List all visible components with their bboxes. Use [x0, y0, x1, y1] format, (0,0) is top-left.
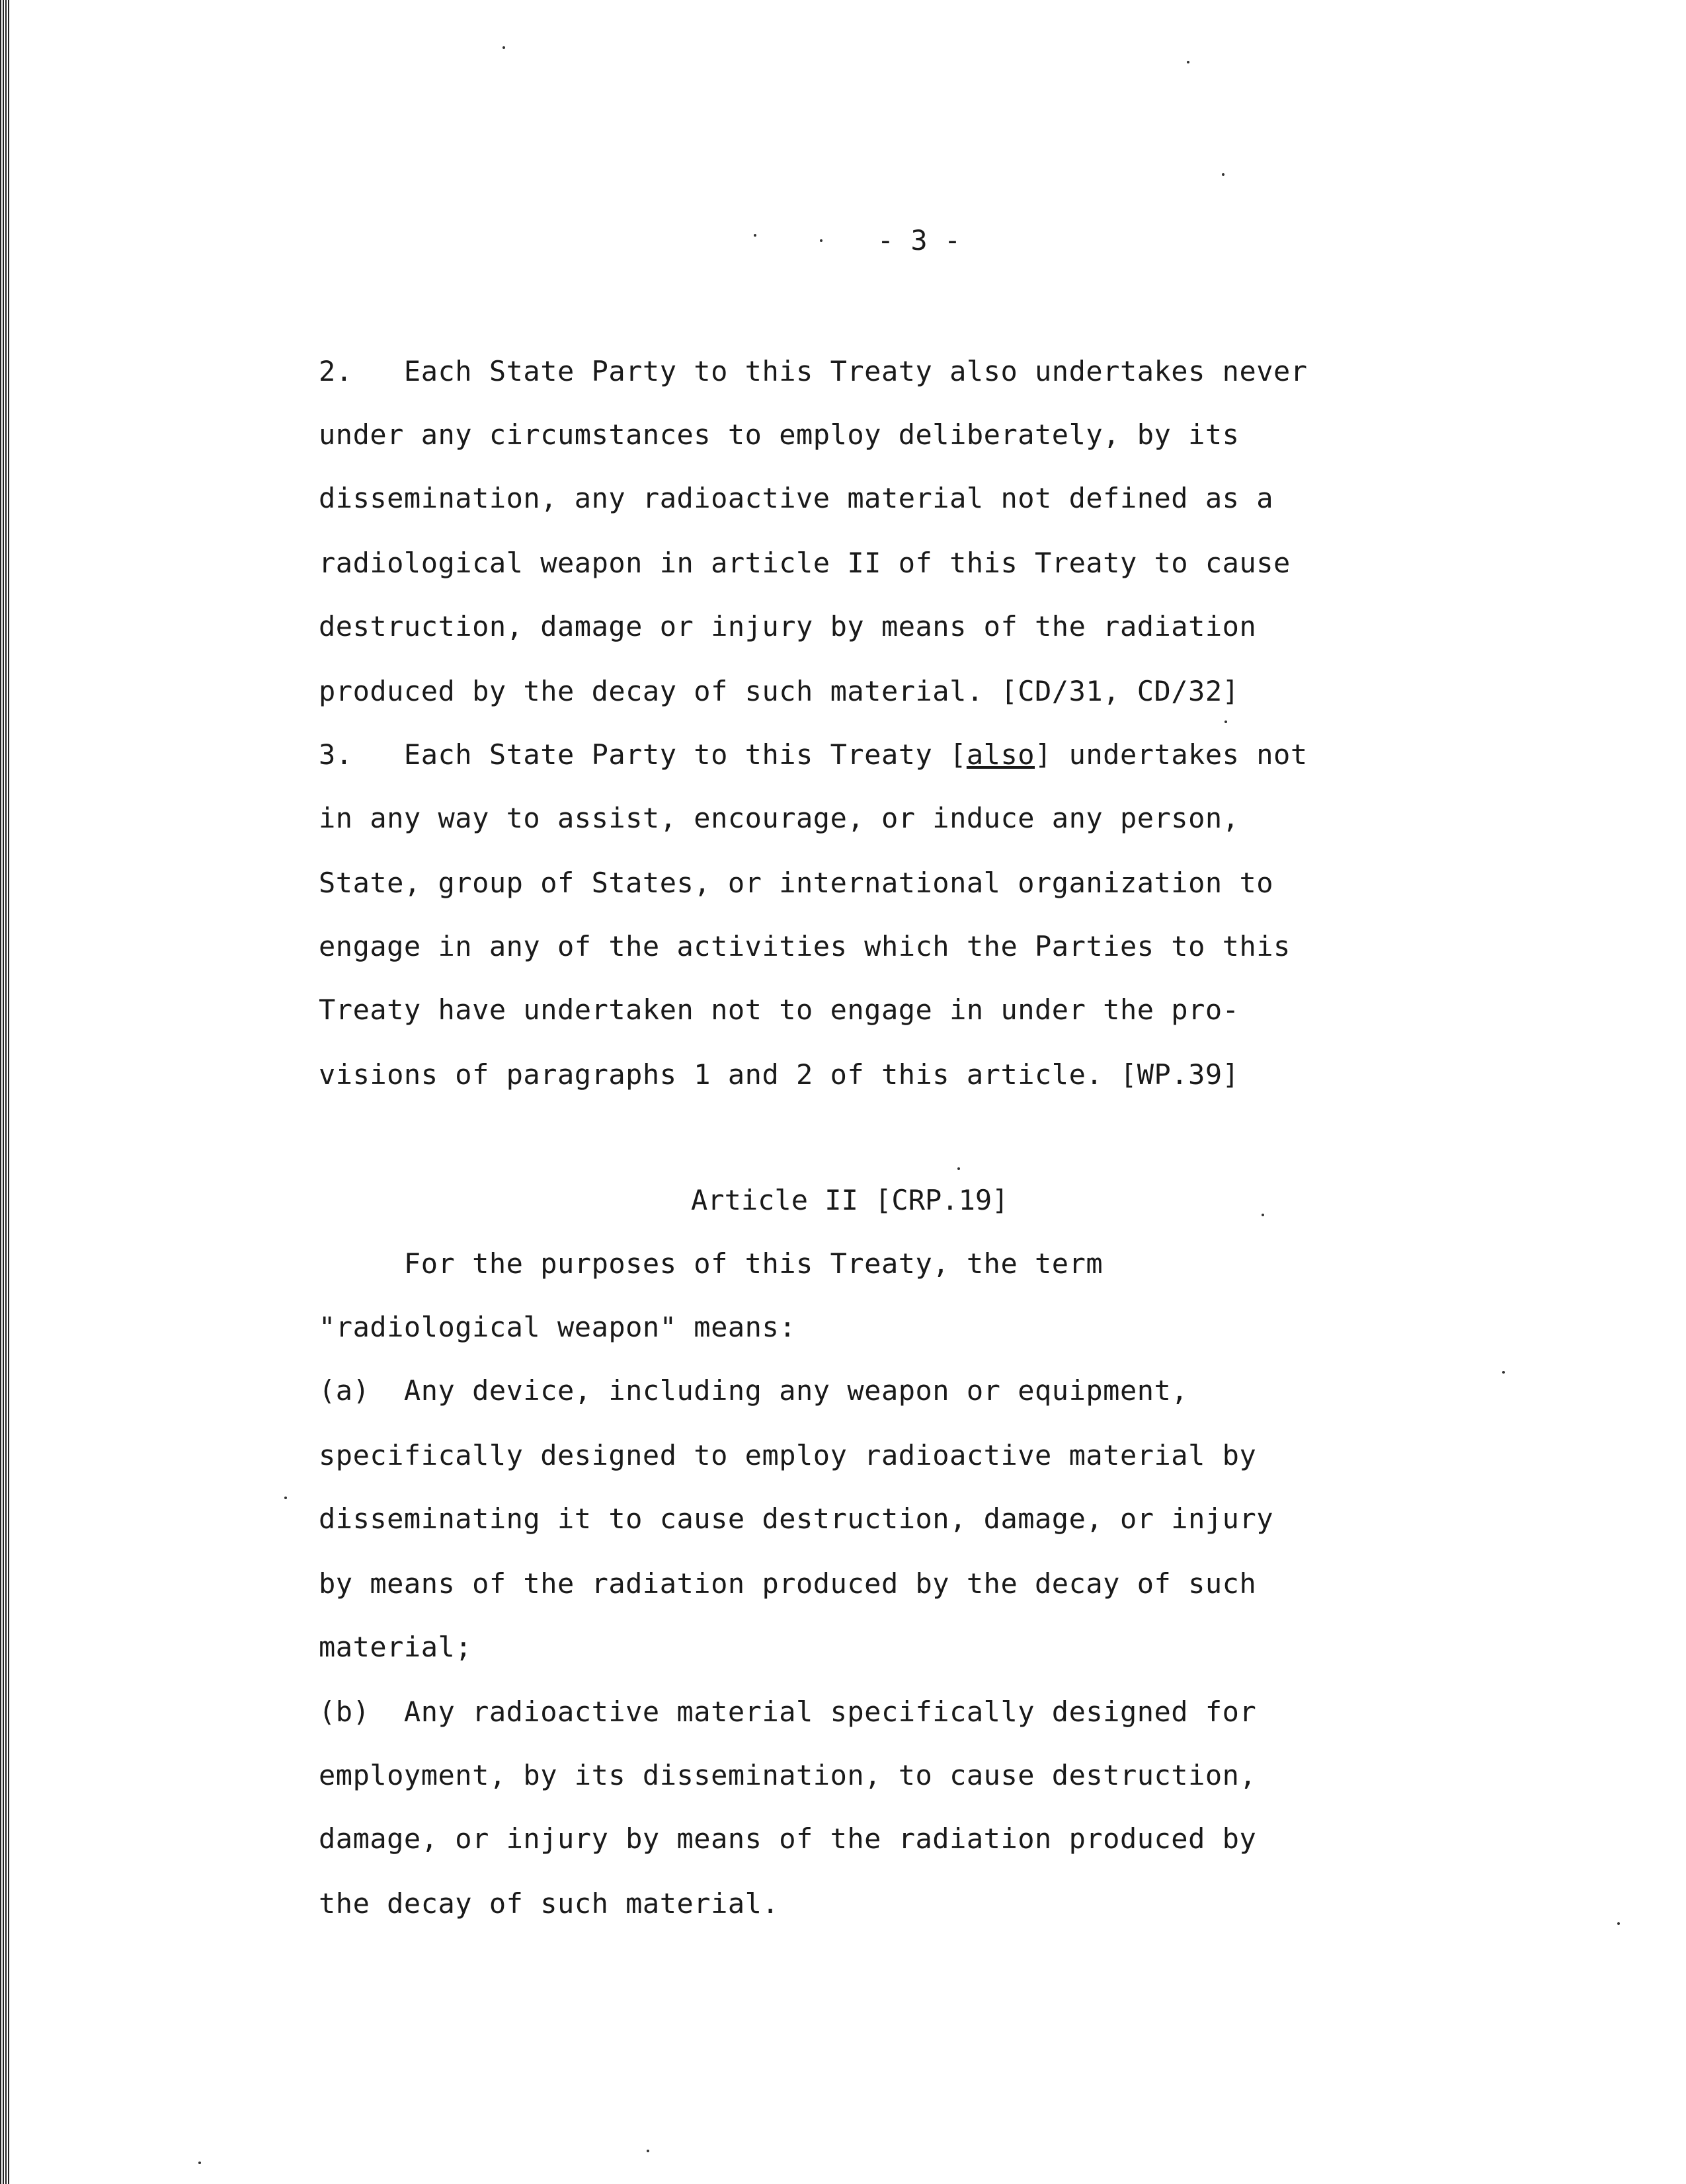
- scan-speck: [198, 2162, 201, 2164]
- scan-speck: [284, 1497, 287, 1499]
- page-number: - 3 -: [877, 224, 961, 256]
- paragraph-2-line: produced by the decay of such material. [CD/31, CD/32]: [319, 675, 1240, 707]
- paragraph-3-text: ] undertakes not: [1035, 738, 1308, 771]
- scan-speck: [1187, 61, 1189, 63]
- item-a-line: by means of the radiation produced by the decay of such: [319, 1567, 1257, 1600]
- definition-line: "radiological weapon" means:: [319, 1311, 797, 1343]
- paragraph-2-line: 2. Each State Party to this Treaty also undertakes never: [319, 355, 1308, 387]
- scan-speck: [1617, 1922, 1620, 1925]
- scan-speck: [502, 46, 505, 49]
- paragraph-3-line: Treaty have undertaken not to engage in under the pro-: [319, 994, 1240, 1026]
- item-b-line: damage, or injury by means of the radiation produced by: [319, 1822, 1257, 1855]
- paragraph-3-line: visions of paragraphs 1 and 2 of this article. [WP.39]: [319, 1058, 1240, 1091]
- paragraph-3-underlined-word: also: [966, 738, 1035, 771]
- scan-speck: [1262, 1214, 1264, 1216]
- item-a-line: material;: [319, 1631, 473, 1663]
- item-b-line: employment, by its dissemination, to cause destruction,: [319, 1759, 1257, 1791]
- item-a-line: (a) Any device, including any weapon or equipment,: [319, 1374, 1189, 1407]
- item-b-line: the decay of such material.: [319, 1887, 780, 1920]
- scan-speck: [1222, 173, 1224, 176]
- definition-line: For the purposes of this Treaty, the term: [319, 1247, 1104, 1280]
- scan-speck: [957, 1167, 960, 1170]
- item-a-line: specifically designed to employ radioactive material by: [319, 1439, 1257, 1471]
- paragraph-3-line: in any way to assist, encourage, or induce any person,: [319, 802, 1240, 834]
- paragraph-2-line: destruction, damage or injury by means of the radiation: [319, 610, 1257, 643]
- scan-speck: [820, 239, 823, 242]
- paragraph-2-line: radiological weapon in article II of this Treaty to cause: [319, 547, 1291, 579]
- item-b-line: (b) Any radioactive material specifically designed for: [319, 1696, 1257, 1728]
- paragraph-2-line: under any circumstances to employ deliberately, by its: [319, 418, 1240, 451]
- scan-speck: [1502, 1371, 1505, 1374]
- article-heading: Article II [CRP.19]: [691, 1184, 1009, 1216]
- paragraph-3-line: engage in any of the activities which the Parties to this: [319, 930, 1291, 962]
- paragraph-3-text: 3. Each State Party to this Treaty [: [319, 738, 967, 771]
- paragraph-2-line: dissemination, any radioactive material not defined as a: [319, 482, 1274, 514]
- item-a-line: disseminating it to cause destruction, damage, or injury: [319, 1502, 1274, 1535]
- scan-left-edge: [0, 0, 9, 2184]
- scan-speck: [754, 234, 756, 237]
- scan-speck: [647, 2150, 649, 2152]
- paragraph-3-first-line: [319, 735, 1308, 775]
- paragraph-3-line: State, group of States, or international organization to: [319, 867, 1274, 899]
- scan-speck: [1224, 721, 1227, 723]
